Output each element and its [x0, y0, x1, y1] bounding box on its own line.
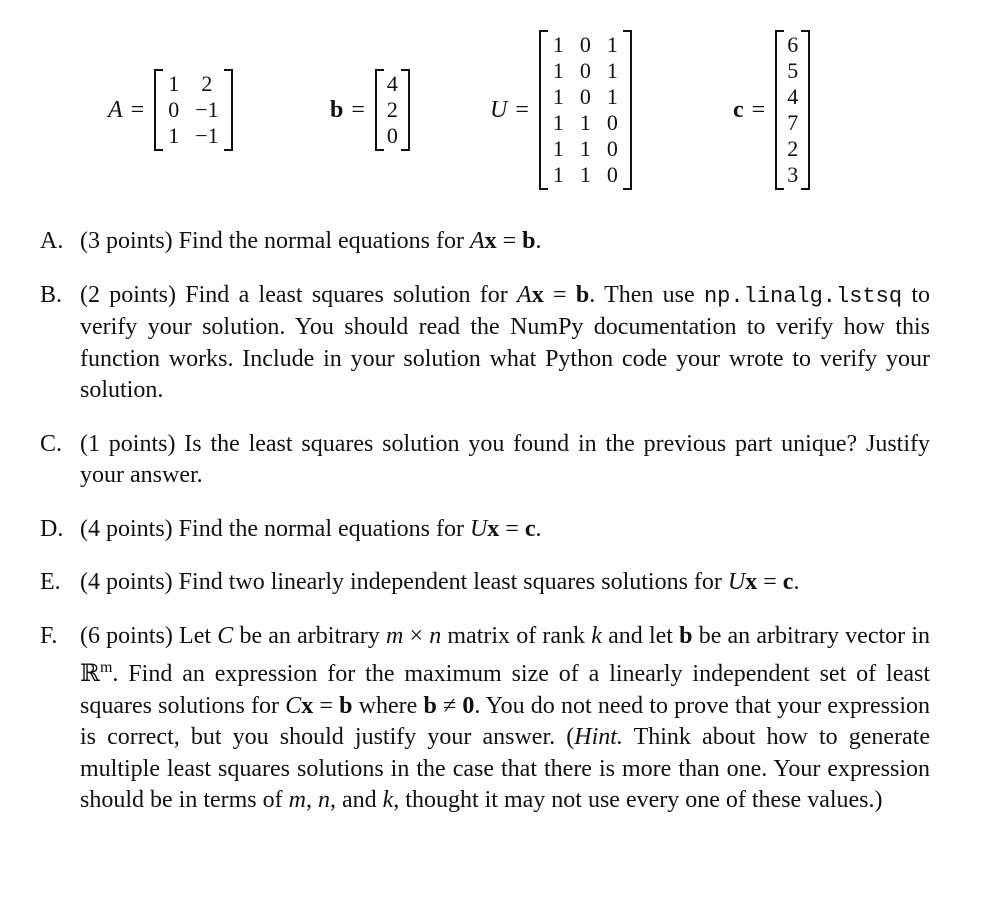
matrix-U-cell: 1: [552, 58, 564, 83]
matrix-b-row: [381, 123, 404, 149]
matrix-U-cell: 1: [579, 136, 591, 161]
matrix-U-cell: 1: [579, 110, 591, 135]
matrix-definitions: [0, 10, 982, 210]
code-snippet: np.linalg.lstsq: [703, 283, 903, 309]
matrix-c-cell: 2: [787, 136, 799, 161]
matrix-U-cell: 0: [606, 136, 618, 161]
matrix-c-cell: 4: [787, 84, 799, 109]
question-D: D. (4 points) Find the normal equations for Ux = c.: [40, 515, 542, 542]
matrix-U-row: [545, 162, 626, 188]
matrix-b-row: [381, 71, 404, 97]
matrix-A-cell: 2: [201, 71, 213, 96]
matrix-U-cell: 0: [606, 110, 618, 135]
matrix-A-cell: 1: [168, 123, 180, 148]
matrix-A-row: [160, 71, 226, 97]
vector-b-group: b = 4 2 0: [330, 10, 410, 210]
question-C: C. (1 points) Is the least squares solution you found in the previous part unique? Justify your answer.: [40, 430, 930, 488]
matrix-U-group: U = 1 0 1 1 0 1 1 0 1 1 1 0 1 1 0 1 1 0: [490, 10, 632, 210]
matrix-U-cell: 1: [579, 162, 591, 187]
question-A: A. (3 points) Find the normal equations for Ax = b.: [40, 228, 542, 254]
question-B: B. (2 points) Find a least squares solution for Ax = b. Then use np.linalg.lstsq to verify your solution. You should read the NumPy documentation to verify how this function works. Include in your solution what Python code your wrote to verify your solution.: [40, 281, 930, 403]
matrix-U-row: [545, 136, 626, 162]
matrix-U-cell: 1: [552, 32, 564, 57]
vector-c-label: c: [733, 96, 744, 123]
matrix-U-cell: 0: [579, 58, 591, 83]
question-list: [40, 226, 930, 817]
matrix-U-cell: 1: [606, 84, 618, 109]
matrix-c-cell: 3: [787, 162, 799, 187]
matrix-b-row: [381, 97, 404, 123]
matrix-A: [154, 71, 232, 149]
vector-b: [375, 71, 410, 149]
matrix-A-row: [160, 97, 226, 123]
vector-c: [775, 32, 810, 188]
matrix-c-row: [781, 58, 804, 84]
matrix-U-cell: 1: [606, 32, 618, 57]
matrix-b-cell: 0: [386, 123, 398, 148]
matrix-U-cell: 1: [552, 84, 564, 109]
matrix-c-cell: 5: [787, 58, 799, 83]
vector-c-group: c = 6 5 4 7 2 3: [733, 10, 810, 210]
question-F: F. (6 points) Let C be an arbitrary m × n matrix of rank k and let b be an arbitrary vector in ℝ$^m$. Find an expression for the maximum size of a linearly independent set of least squares solutions for Cx = b where b ≠ 0. You do not need to prove that your expression is correct, but you should justify your answer. (Hint. Think about how to generate multiple least squares solutions in the case that there is more than one. Your expression should be in terms of m, n, and k, thought it may not use every one of these values.): [40, 622, 931, 813]
matrix-b-cell: 4: [386, 71, 398, 96]
matrix-U: [539, 32, 632, 188]
matrix-U-cell: 1: [552, 162, 564, 187]
matrix-U-label: U: [490, 96, 508, 123]
vector-b-label: b: [330, 96, 344, 123]
matrix-c-row: [781, 32, 804, 58]
matrix-U-row: [545, 58, 626, 84]
matrix-c-row: [781, 84, 804, 110]
matrix-U-cell: 1: [552, 110, 564, 135]
matrix-A-label: A: [108, 96, 123, 123]
matrix-c-row: [781, 162, 804, 188]
matrix-A-cell: 1: [168, 71, 180, 96]
matrix-U-cell: 1: [552, 136, 564, 161]
matrix-U-cell: 0: [579, 84, 591, 109]
question-E: E. (4 points) Find two linearly independent least squares solutions for Ux = c.: [40, 569, 800, 595]
matrix-A-row: [160, 123, 226, 149]
matrix-U-cell: 0: [606, 162, 618, 187]
matrix-c-cell: 6: [787, 32, 799, 57]
matrix-A-cell: 0: [168, 97, 180, 122]
matrix-A-cell: −1: [195, 123, 219, 148]
matrix-A-group: A = 1 2 0 −1 1 −1: [108, 10, 233, 210]
matrix-c-cell: 7: [787, 110, 799, 135]
matrix-b-cell: 2: [386, 97, 398, 122]
matrix-U-row: [545, 84, 626, 110]
matrix-c-row: [781, 110, 804, 136]
matrix-U-cell: 1: [606, 58, 618, 83]
matrix-U-row: [545, 110, 626, 136]
matrix-c-row: [781, 136, 804, 162]
matrix-U-row: [545, 32, 626, 58]
matrix-U-cell: 0: [579, 32, 591, 57]
matrix-A-cell: −1: [195, 97, 219, 122]
